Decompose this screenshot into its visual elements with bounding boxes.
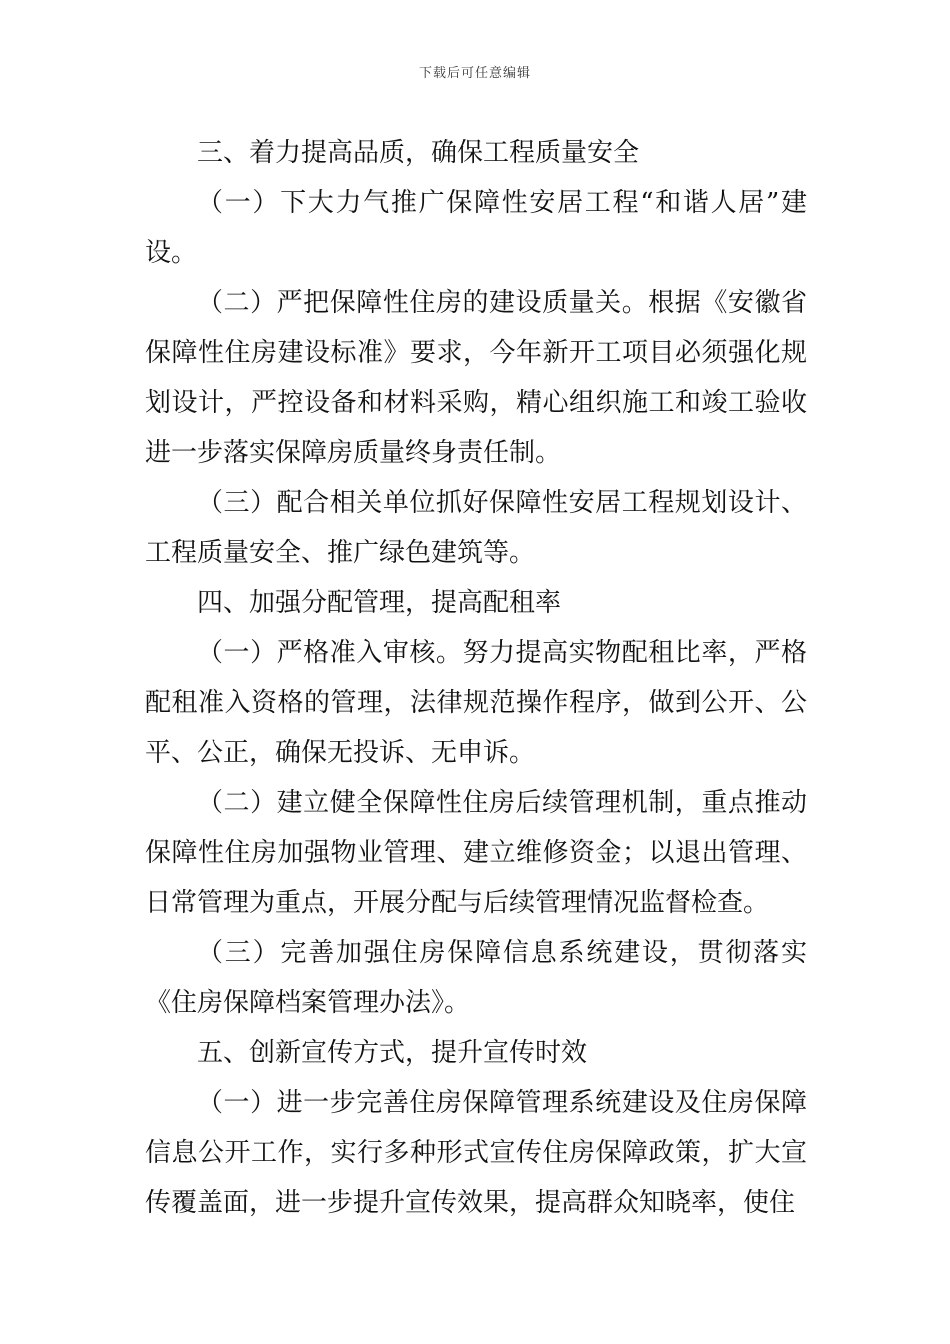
paragraph: （三）完善加强住房保障信息系统建设，贯彻落实《住房保障档案管理办法》。	[145, 938, 807, 1018]
paragraph: （二）严把保障性住房的建设质量关。根据《安徽省保障性住房建设标准》要求，今年新开工项目必须强化规划设计，严控设备和材料采购，精心组织施工和竣工验收进一步落实保障房质量终身责任制。	[145, 288, 807, 468]
section-heading-4: 四、加强分配管理，提高配租率	[197, 588, 562, 618]
section-heading-3: 三、着力提高品质，确保工程质量安全	[197, 138, 640, 168]
paragraph: （一）进一步完善住房保障管理系统建设及住房保障信息公开工作，实行多种形式宣传住房保障政策，扩大宣传覆盖面，进一步提升宣传效果，提高群众知晓率，使住	[145, 1088, 807, 1218]
document-body	[145, 128, 807, 1228]
paragraph: （三）配合相关单位抓好保障性安居工程规划设计、工程质量安全、推广绿色建筑等。	[145, 488, 807, 568]
paragraph: （二）建立健全保障性住房后续管理机制，重点推动保障性住房加强物业管理、建立维修资金；以退出管理、日常管理为重点，开展分配与后续管理情况监督检查。	[145, 788, 807, 918]
page-header: 下载后可任意编辑	[418, 66, 531, 81]
section-heading-5: 五、创新宣传方式，提升宣传时效	[197, 1038, 588, 1068]
paragraph: （一）严格准入审核。努力提高实物配租比率，严格配租准入资格的管理，法律规范操作程序，做到公开、公平、公正，确保无投诉、无申诉。	[145, 638, 807, 768]
paragraph: （一）下大力气推广保障性安居工程“和谐人居”建设。	[145, 188, 807, 268]
